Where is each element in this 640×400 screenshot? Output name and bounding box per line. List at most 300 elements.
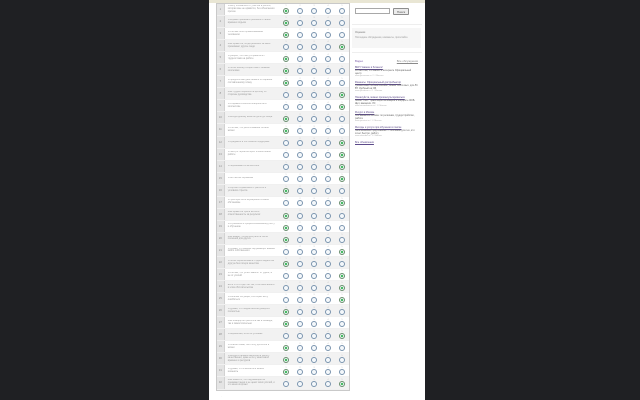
answer-option [307, 234, 321, 242]
question-text: Я нервничаю, если не успеваю [227, 333, 263, 336]
radio-button[interactable] [297, 20, 303, 26]
question-text: Мне трудно переносить критику со стороны руководства [227, 90, 267, 96]
scale-label: 1 [285, 342, 287, 345]
scale-label: 1 [285, 246, 287, 249]
radio-button[interactable] [339, 89, 345, 98]
radio-button[interactable] [325, 273, 331, 279]
scale-label: 4 [327, 258, 329, 261]
answer-option [293, 379, 307, 387]
radio-button[interactable] [283, 89, 289, 98]
radio-button[interactable] [297, 261, 303, 267]
radio-button[interactable] [311, 89, 317, 98]
answer-option [321, 162, 335, 170]
radio-button[interactable] [297, 149, 303, 158]
radio-button[interactable] [311, 77, 317, 86]
scale-label: 4 [327, 29, 329, 32]
radio-button[interactable] [311, 53, 317, 62]
scale-label: 5 [341, 77, 343, 80]
radio-button[interactable] [283, 113, 289, 122]
radio-button[interactable] [325, 161, 331, 170]
scale-label: 4 [327, 125, 329, 128]
radio-button[interactable] [297, 161, 303, 170]
answer-options [279, 114, 349, 122]
radio-button[interactable] [325, 225, 331, 231]
radio-button[interactable] [339, 149, 345, 158]
scale-label: 4 [327, 366, 329, 369]
radio-button[interactable] [283, 53, 289, 62]
news-item-title[interactable]: Методы и услуги при обучении в поиске [355, 126, 402, 129]
radio-button[interactable] [283, 137, 289, 146]
radio-button[interactable] [283, 188, 289, 194]
question-text: Я думаю, что мнение окружающих важнее моего собственного [227, 247, 275, 253]
radio-button[interactable] [283, 149, 289, 158]
answer-option [321, 54, 335, 62]
scale-label: 2 [299, 270, 301, 273]
radio-button[interactable] [339, 65, 345, 74]
radio-button[interactable] [325, 188, 331, 194]
radio-button[interactable] [283, 225, 289, 231]
radio-button[interactable] [325, 261, 331, 267]
radio-button[interactable] [283, 306, 289, 315]
answer-options [279, 270, 349, 278]
radio-button[interactable] [297, 32, 303, 38]
radio-button[interactable] [297, 354, 303, 363]
answer-option [279, 210, 293, 218]
radio-button[interactable] [325, 213, 331, 219]
radio-button[interactable] [325, 149, 331, 158]
radio-button[interactable] [297, 297, 303, 303]
radio-button[interactable] [297, 53, 303, 62]
radio-button[interactable] [325, 32, 331, 38]
radio-button[interactable] [325, 44, 331, 50]
radio-button[interactable] [311, 173, 317, 182]
radio-button[interactable] [325, 125, 331, 134]
scale-label: 5 [341, 234, 343, 237]
answer-option [307, 343, 321, 351]
radio-button[interactable] [339, 330, 345, 339]
radio-button[interactable] [325, 8, 331, 14]
answer-option [293, 138, 307, 146]
radio-button[interactable] [297, 285, 303, 291]
answer-option [307, 162, 321, 170]
scale-label: 4 [327, 330, 329, 333]
radio-button[interactable] [297, 101, 303, 110]
radio-button[interactable] [283, 32, 289, 38]
answer-option [279, 5, 293, 13]
answer-option [307, 174, 321, 182]
news-more-link[interactable]: Все объявления [355, 141, 374, 144]
survey-row [217, 245, 349, 257]
answer-option [321, 246, 335, 254]
answer-option [321, 270, 335, 278]
answer-option [321, 174, 335, 182]
answer-option [321, 343, 335, 351]
radio-button[interactable] [339, 20, 345, 26]
answer-options [279, 319, 349, 327]
answer-option [279, 282, 293, 290]
radio-button[interactable] [297, 306, 303, 315]
radio-button[interactable] [283, 342, 289, 351]
answer-options [279, 367, 349, 375]
radio-button[interactable] [283, 318, 289, 327]
radio-button[interactable] [283, 297, 289, 303]
survey-row [217, 112, 349, 124]
scale-label: 1 [285, 53, 287, 56]
radio-button[interactable] [283, 161, 289, 170]
radio-button[interactable] [311, 318, 317, 327]
question-text: Я вправе принимать решения о своём времени отдыха [227, 18, 271, 24]
answer-option [335, 367, 349, 375]
radio-button[interactable] [325, 237, 331, 243]
radio-button[interactable] [325, 354, 331, 363]
scale-label: 1 [285, 125, 287, 128]
radio-button[interactable] [297, 137, 303, 146]
row-number: 24 [217, 281, 225, 292]
radio-button[interactable] [325, 113, 331, 122]
search-input[interactable] [355, 8, 390, 14]
radio-button[interactable] [297, 200, 303, 206]
survey-row [217, 149, 349, 161]
radio-button[interactable] [311, 378, 317, 387]
answer-option [279, 294, 293, 302]
radio-button[interactable] [339, 342, 345, 351]
radio-button[interactable] [311, 20, 317, 26]
question-text: Я легко нахожу общий язык с новыми коллегами [227, 66, 270, 72]
radio-button[interactable] [311, 273, 317, 279]
radio-button[interactable] [311, 306, 317, 315]
radio-button[interactable] [311, 113, 317, 122]
answer-option [279, 114, 293, 122]
scale-label: 1 [285, 65, 287, 68]
answer-option [279, 246, 293, 254]
radio-button[interactable] [297, 273, 303, 279]
radio-button[interactable] [283, 366, 289, 375]
radio-button[interactable] [325, 200, 331, 206]
answer-option [335, 29, 349, 37]
scale-label: 5 [341, 65, 343, 68]
scale-label: 3 [313, 125, 315, 128]
radio-button[interactable] [339, 237, 345, 243]
radio-button[interactable] [283, 378, 289, 387]
radio-button[interactable] [339, 53, 345, 62]
radio-button[interactable] [311, 354, 317, 363]
radio-button[interactable] [283, 8, 289, 14]
survey-row [217, 173, 349, 185]
radio-button[interactable] [339, 113, 345, 122]
scale-label: 3 [313, 137, 315, 140]
scale-label: 3 [313, 17, 315, 20]
answer-option [293, 246, 307, 254]
radio-button[interactable] [283, 200, 289, 206]
radio-button[interactable] [325, 306, 331, 315]
radio-button[interactable] [283, 261, 289, 267]
radio-button[interactable] [339, 366, 345, 375]
news-item-body: Тренинговый Личный кабинет, новые ОКВ в вып. для ЛС ВТ. Удобный на ОБ [355, 84, 418, 90]
radio-button[interactable] [339, 318, 345, 327]
radio-button[interactable] [325, 249, 331, 255]
answer-option [293, 78, 307, 86]
radio-button[interactable] [297, 113, 303, 122]
scale-label: 4 [327, 5, 329, 8]
scale-label: 4 [327, 41, 329, 44]
survey-row [217, 88, 349, 100]
radio-button[interactable] [339, 378, 345, 387]
scale-label: 1 [285, 270, 287, 273]
news-item-title[interactable]: ВКР Главное в бизнесе! [355, 66, 383, 69]
radio-button[interactable] [283, 249, 289, 255]
answer-option [279, 331, 293, 339]
radio-button[interactable] [311, 249, 317, 255]
radio-button[interactable] [339, 137, 345, 146]
radio-button[interactable] [311, 8, 317, 14]
radio-button[interactable] [339, 273, 345, 279]
scale-label: 1 [285, 198, 287, 201]
answer-options [279, 102, 349, 110]
radio-button[interactable] [283, 125, 289, 134]
answer-option [321, 379, 335, 387]
radio-button[interactable] [297, 77, 303, 86]
radio-button[interactable] [283, 101, 289, 110]
scale-label: 4 [327, 282, 329, 285]
radio-button[interactable] [297, 225, 303, 231]
radio-button[interactable] [311, 342, 317, 351]
radio-button[interactable] [339, 77, 345, 86]
answer-option [335, 102, 349, 110]
scale-label: 2 [299, 294, 301, 297]
scale-label: 5 [341, 270, 343, 273]
row-number: 7 [217, 76, 225, 87]
radio-button[interactable] [339, 213, 345, 219]
answer-options [279, 54, 349, 62]
radio-button[interactable] [311, 161, 317, 170]
radio-button[interactable] [311, 285, 317, 291]
answer-option [307, 355, 321, 363]
radio-button[interactable] [339, 249, 345, 255]
answer-option [335, 54, 349, 62]
news-all-link[interactable]: Все обсуждения [396, 59, 418, 63]
answer-options [279, 174, 349, 182]
row-number: 31 [217, 365, 225, 376]
radio-button[interactable] [311, 149, 317, 158]
answer-option [335, 294, 349, 302]
scale-label: 4 [327, 65, 329, 68]
scale-label: 1 [285, 29, 287, 32]
radio-button[interactable] [311, 188, 317, 194]
radio-button[interactable] [325, 89, 331, 98]
answer-option [321, 186, 335, 194]
radio-button[interactable] [325, 53, 331, 62]
radio-button[interactable] [311, 225, 317, 231]
scale-label: 4 [327, 53, 329, 56]
radio-button[interactable] [325, 173, 331, 182]
radio-button[interactable] [339, 173, 345, 182]
radio-button[interactable] [311, 125, 317, 134]
radio-button[interactable] [297, 213, 303, 219]
radio-button[interactable] [297, 125, 303, 134]
radio-button[interactable] [325, 318, 331, 327]
scale-label: 5 [341, 294, 343, 297]
radio-button[interactable] [283, 237, 289, 243]
news-item-title[interactable]: Пожалуйста, можно проконсультироваться [355, 96, 405, 99]
survey-row [217, 28, 349, 40]
row-number: 1 [217, 4, 225, 15]
scale-label: 3 [313, 210, 315, 213]
news-item-title[interactable]: Ресурс в Москве [355, 111, 375, 114]
radio-button[interactable] [297, 366, 303, 375]
answer-option [307, 150, 321, 158]
radio-button[interactable] [297, 249, 303, 255]
scale-label: 2 [299, 53, 301, 56]
radio-button[interactable] [311, 137, 317, 146]
row-number: 16 [217, 185, 225, 196]
radio-button[interactable] [325, 297, 331, 303]
radio-button[interactable] [325, 366, 331, 375]
answer-option [307, 319, 321, 327]
row-number: 13 [217, 149, 225, 160]
answer-option [307, 210, 321, 218]
radio-button[interactable] [283, 77, 289, 86]
answer-option [293, 331, 307, 339]
scale-label: 4 [327, 149, 329, 152]
radio-button[interactable] [311, 32, 317, 38]
radio-button[interactable] [339, 225, 345, 231]
radio-button[interactable] [339, 297, 345, 303]
radio-button[interactable] [311, 200, 317, 206]
radio-button[interactable] [339, 125, 345, 134]
radio-button[interactable] [297, 330, 303, 339]
news-item-meta: www.yourtest.ru / 1 / Москва [355, 120, 382, 122]
scale-label: 2 [299, 5, 301, 8]
radio-button[interactable] [311, 213, 317, 219]
scale-label: 3 [313, 330, 315, 333]
scale-label: 1 [285, 77, 287, 80]
radio-button[interactable] [311, 297, 317, 303]
news-item-meta: www.yourdom.ru / 1 / Москва [355, 90, 383, 92]
survey-row [217, 365, 349, 377]
answer-option [293, 343, 307, 351]
radio-button[interactable] [311, 330, 317, 339]
radio-button[interactable] [311, 237, 317, 243]
row-number: 3 [217, 28, 225, 39]
radio-button[interactable] [297, 65, 303, 74]
radio-button[interactable] [283, 44, 289, 50]
radio-button[interactable] [325, 137, 331, 146]
radio-button[interactable] [339, 44, 345, 50]
radio-button[interactable] [325, 330, 331, 339]
radio-button[interactable] [311, 44, 317, 50]
row-number: 29 [217, 341, 225, 352]
radio-button[interactable] [311, 366, 317, 375]
survey-row [217, 76, 349, 88]
radio-button[interactable] [283, 285, 289, 291]
answer-option [307, 198, 321, 206]
radio-button[interactable] [325, 65, 331, 74]
radio-button[interactable] [325, 342, 331, 351]
radio-button[interactable] [339, 285, 345, 291]
news-item-body: Это вакансия Москва: по регионам, трудоустройство, работа [355, 114, 415, 120]
answer-option [307, 54, 321, 62]
answer-option [293, 234, 307, 242]
news-item-title[interactable]: Финансы. Официальный дистрибьютор [355, 81, 402, 84]
radio-button[interactable] [283, 273, 289, 279]
radio-button[interactable] [297, 237, 303, 243]
radio-button[interactable] [311, 261, 317, 267]
radio-button[interactable] [325, 285, 331, 291]
radio-button[interactable] [297, 8, 303, 14]
scale-label: 2 [299, 89, 301, 92]
answer-option [321, 367, 335, 375]
answer-option [335, 66, 349, 74]
scale-label: 5 [341, 41, 343, 44]
search-button[interactable]: Поиск [393, 8, 409, 15]
radio-button[interactable] [297, 342, 303, 351]
answer-option [335, 319, 349, 327]
answer-option [321, 126, 335, 134]
radio-button[interactable] [339, 161, 345, 170]
radio-button[interactable] [325, 77, 331, 86]
scale-label: 3 [313, 5, 315, 8]
survey-row [217, 269, 349, 281]
answer-option [293, 367, 307, 375]
radio-button[interactable] [325, 378, 331, 387]
answer-option [321, 210, 335, 218]
question-text: Я считаю, что успех зависит от удачи, а не от усилий [227, 271, 272, 277]
radio-button[interactable] [283, 20, 289, 26]
answer-option [307, 78, 321, 86]
radio-button[interactable] [297, 378, 303, 387]
answer-option [321, 234, 335, 242]
radio-button[interactable] [339, 188, 345, 194]
radio-button[interactable] [325, 20, 331, 26]
radio-button[interactable] [311, 101, 317, 110]
radio-button[interactable] [339, 200, 345, 206]
radio-button[interactable] [339, 261, 345, 267]
radio-button[interactable] [311, 65, 317, 74]
radio-button[interactable] [339, 8, 345, 14]
scale-label: 5 [341, 17, 343, 20]
radio-button[interactable] [297, 188, 303, 194]
scale-label: 2 [299, 378, 301, 381]
answer-option [321, 138, 335, 146]
scale-label: 4 [327, 137, 329, 140]
radio-button[interactable] [283, 330, 289, 339]
answer-option [321, 294, 335, 302]
radio-button[interactable] [297, 173, 303, 182]
radio-button[interactable] [297, 89, 303, 98]
radio-button[interactable] [339, 32, 345, 38]
question-text: Мне комфортно работать как в команде, так и самостоятельно [227, 319, 273, 325]
radio-button[interactable] [339, 101, 345, 110]
radio-button[interactable] [283, 213, 289, 219]
answer-option [293, 102, 307, 110]
question-text: Мне нравится брать на себя ответственность за результат [227, 211, 261, 217]
answer-option [335, 234, 349, 242]
radio-button[interactable] [297, 44, 303, 50]
radio-button[interactable] [283, 173, 289, 182]
answer-option [335, 331, 349, 339]
scale-label: 4 [327, 161, 329, 164]
answer-option [279, 66, 293, 74]
answer-option [307, 5, 321, 13]
radio-button[interactable] [325, 101, 331, 110]
radio-button[interactable] [297, 318, 303, 327]
radio-button[interactable] [339, 354, 345, 363]
row-number: 8 [217, 88, 225, 99]
radio-button[interactable] [339, 306, 345, 315]
scale-label: 5 [341, 222, 343, 225]
radio-button[interactable] [283, 354, 289, 363]
radio-button[interactable] [283, 65, 289, 74]
